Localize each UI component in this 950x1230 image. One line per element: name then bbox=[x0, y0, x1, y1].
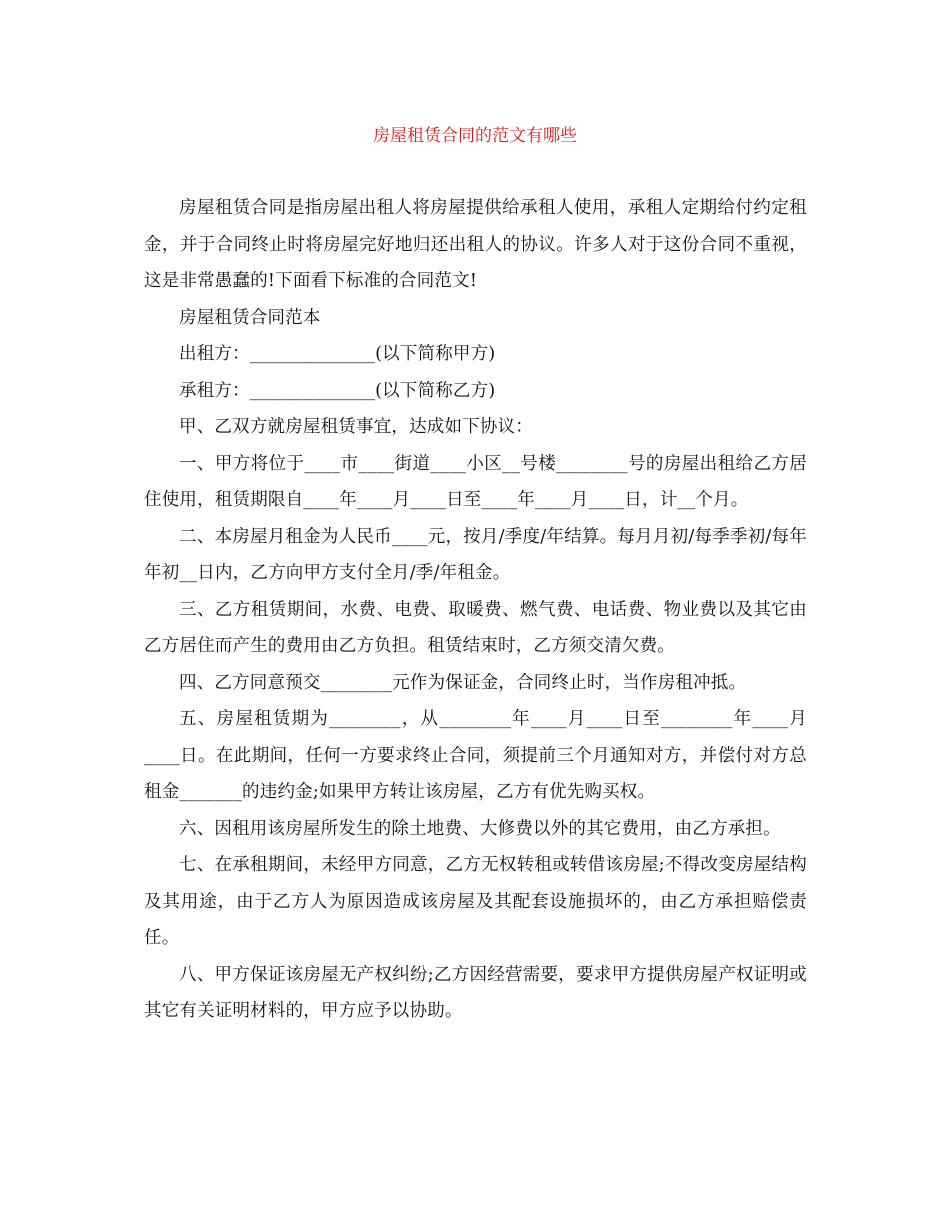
lessee-line: 承租方：______________(以下简称乙方) bbox=[179, 380, 496, 401]
clause-8: 八、甲方保证该房屋无产权纠纷;乙方因经营需要，要求甲方提供房屋产权证明或其它有关证明材料的，甲方应予以协助。 bbox=[144, 964, 807, 1021]
intro-paragraph: 房屋租赁合同是指房屋出租人将房屋提供给承租人使用，承租人定期给付约定租金，并于合同终止时将房屋完好地归还出租人的协议。许多人对于这份合同不重视，这是非常愚蠢的!下面看下标准的合同范文! bbox=[144, 198, 807, 291]
clause-7: 七、在承租期间，未经甲方同意，乙方无权转租或转借该房屋;不得改变房屋结构及其用途，由于乙方人为原因造成该房屋及其配套设施损坏的，由乙方承担赔偿责任。 bbox=[144, 855, 807, 948]
agreement-intro: 甲、乙双方就房屋租赁事宜，达成如下协议： bbox=[179, 417, 533, 437]
clause-2: 二、本房屋月租金为人民币____元，按月/季度/年结算。每月月初/每季季初/每年年初__日内，乙方向甲方支付全月/季/年租金。 bbox=[144, 526, 807, 583]
document-body bbox=[144, 190, 807, 1030]
clause-3: 三、乙方租赁期间，水费、电费、取暖费、燃气费、电话费、物业费以及其它由乙方居住而产生的费用由乙方负担。租赁结束时，乙方须交清欠费。 bbox=[144, 599, 807, 656]
clause-1: 一、甲方将位于____市____街道____小区__号楼________号的房屋出租给乙方居住使用，租赁期限自____年____月____日至____年____月____日，计__个月。 bbox=[144, 453, 807, 510]
clause-4: 四、乙方同意预交________元作为保证金，合同终止时，当作房租冲抵。 bbox=[179, 672, 747, 693]
document-title: 房屋租赁合同的范文有哪些 bbox=[373, 126, 577, 146]
lessor-line: 出租方：______________(以下简称甲方) bbox=[179, 344, 496, 364]
clause-6: 六、因租用该房屋所发生的除土地费、大修费以外的其它费用，由乙方承担。 bbox=[179, 818, 781, 839]
template-heading: 房屋租赁合同范本 bbox=[179, 307, 321, 328]
clause-5: 五、房屋租赁期为________，从________年____月____日至________年____月____日。在此期间，任何一方要求终止合同，须提前三个月通知对方，并偿付对方总租金_______的违约金;如果甲方转让该房屋，乙方有优先购买权。 bbox=[144, 709, 807, 802]
